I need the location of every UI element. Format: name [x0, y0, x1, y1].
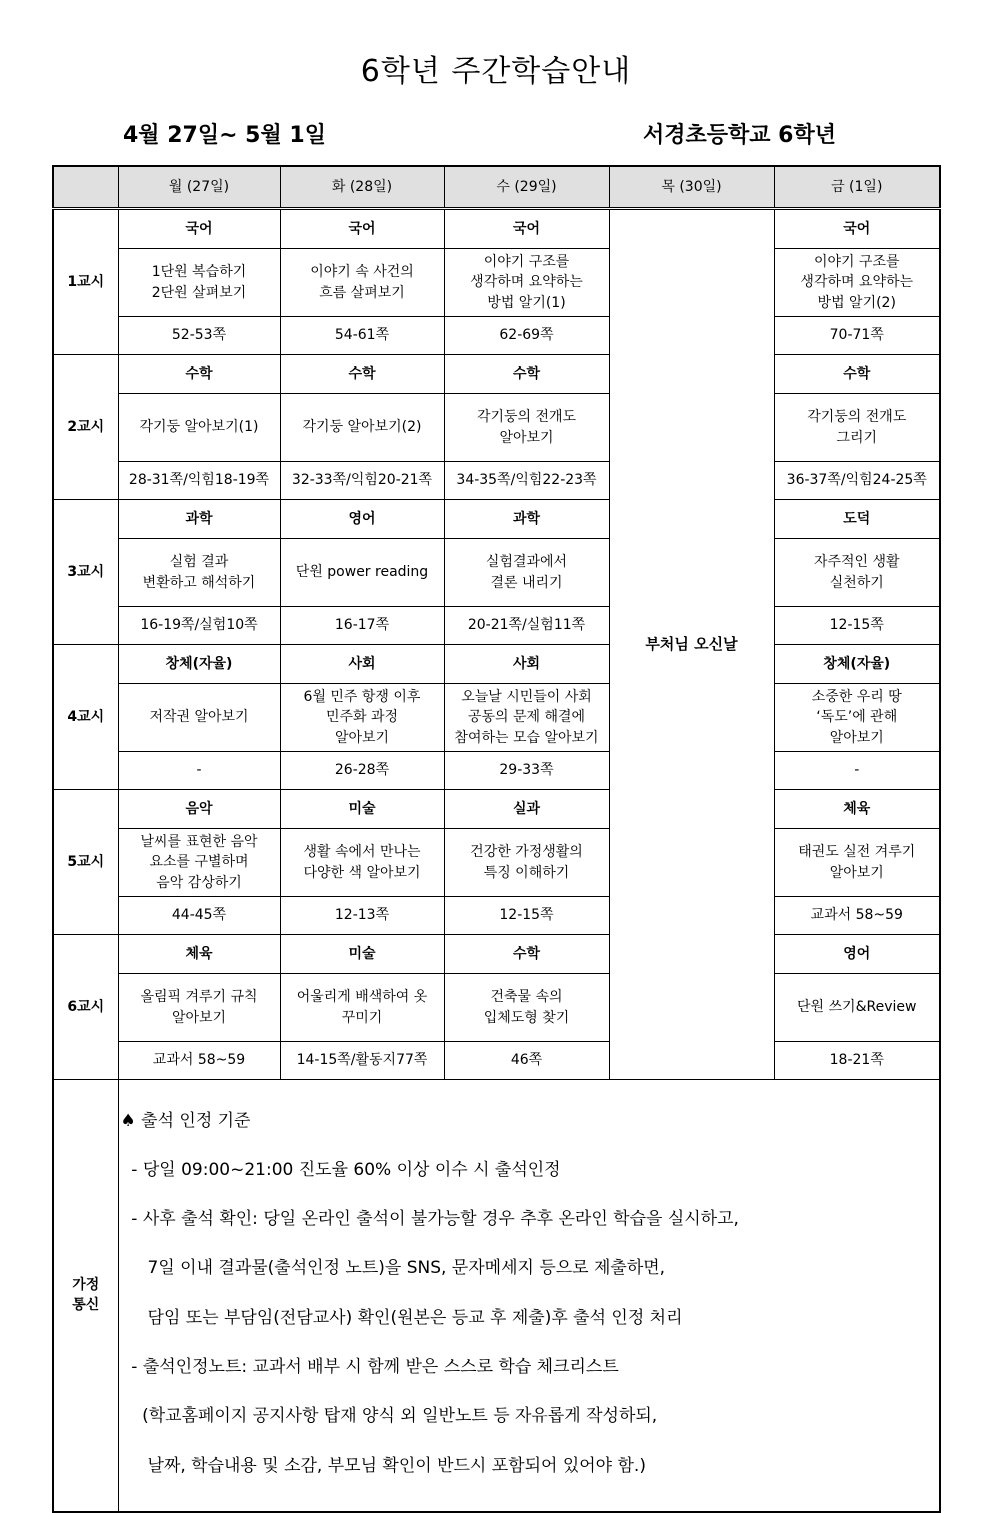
- subject-cell: 수학: [280, 355, 444, 394]
- subject-cell: 사회: [444, 645, 609, 684]
- day-header: 목 (30일): [609, 166, 774, 209]
- period-6-subj-row: [53, 935, 940, 974]
- pages-cell: 20-21쪽/실험11쪽: [444, 607, 609, 645]
- subject-cell: 과학: [118, 500, 280, 539]
- topic-cell: 생활 속에서 만나는 다양한 색 알아보기: [280, 829, 444, 897]
- period-label: 2교시: [53, 355, 118, 500]
- topic-cell: 실험 결과 변환하고 해석하기: [118, 539, 280, 607]
- subject-cell: 실과: [444, 790, 609, 829]
- period-4-page-row: [53, 752, 940, 790]
- subject-cell: 국어: [774, 209, 940, 249]
- pages-cell: 12-15쪽: [774, 607, 940, 645]
- pages-cell: 26-28쪽: [280, 752, 444, 790]
- notice-line: 7일 이내 결과물(출석인정 노트)을 SNS, 문자메세지 등으로 제출하면,: [120, 1258, 666, 1279]
- topic-cell: 태권도 실전 겨루기 알아보기: [774, 829, 940, 897]
- pages-cell: 12-15쪽: [444, 897, 609, 935]
- subject-cell: 체육: [774, 790, 940, 829]
- period-label: 5교시: [53, 790, 118, 935]
- period-3-topic-row: [53, 539, 940, 607]
- notice-line: (학교홈페이지 공지사항 탑재 양식 외 일반노트 등 자유롭게 작성하되,: [120, 1406, 658, 1427]
- subject-cell: 수학: [774, 355, 940, 394]
- subject-cell: 영어: [774, 935, 940, 974]
- day-header: 월 (27일): [118, 166, 280, 209]
- home-notice-label: 가정 통신: [53, 1080, 118, 1512]
- notice-line: 담임 또는 부담임(전담교사) 확인(원본은 등교 후 제출)후 출석 인정 처리: [120, 1307, 683, 1328]
- pages-cell: 12-13쪽: [280, 897, 444, 935]
- day-header: 금 (1일): [774, 166, 940, 209]
- subject-cell: 수학: [118, 355, 280, 394]
- subject-cell: 도덕: [774, 500, 940, 539]
- topic-cell: 건강한 가정생활의 특징 이해하기: [444, 829, 609, 897]
- date-range: 4월 27일~ 5월 1일: [123, 123, 326, 148]
- pages-cell: 16-19쪽/실험10쪽: [118, 607, 280, 645]
- subject-cell: 영어: [280, 500, 444, 539]
- pages-cell: -: [118, 752, 280, 790]
- subject-cell: 미술: [280, 935, 444, 974]
- period-1-page-row: [53, 317, 940, 355]
- topic-cell: 오늘날 시민들이 사회 공동의 문제 해결에 참여하는 모습 알아보기: [444, 684, 609, 752]
- period-4-topic-row: [53, 684, 940, 752]
- pages-cell: 교과서 58~59: [118, 1042, 280, 1080]
- topic-cell: 단원 쓰기&Review: [774, 974, 940, 1042]
- topic-cell: 6월 민주 항쟁 이후 민주화 과정 알아보기: [280, 684, 444, 752]
- topic-cell: 날씨를 표현한 음악 요소를 구별하며 음악 감상하기: [118, 829, 280, 897]
- school-name: 서경초등학교 6학년: [643, 123, 836, 148]
- topic-cell: 각기둥의 전개도 그리기: [774, 394, 940, 462]
- period-1-subj-row: [53, 209, 940, 249]
- subject-cell: 체육: [118, 935, 280, 974]
- pages-cell: 36-37쪽/익힘24-25쪽: [774, 462, 940, 500]
- topic-cell: 이야기 속 사건의 흐름 살펴보기: [280, 249, 444, 317]
- subject-cell: 창체(자율): [118, 645, 280, 684]
- topic-cell: 각기둥 알아보기(1): [118, 394, 280, 462]
- topic-cell: 각기둥 알아보기(2): [280, 394, 444, 462]
- notice-line: - 사후 출석 확인: 당일 온라인 출석이 불가능할 경우 추후 온라인 학습을 실시하고,: [120, 1209, 739, 1230]
- home-notice-row: [53, 1080, 940, 1512]
- subject-cell: 수학: [444, 935, 609, 974]
- topic-cell: 이야기 구조를 생각하며 요약하는 방법 알기(2): [774, 249, 940, 317]
- corner-cell: [53, 166, 118, 209]
- subject-cell: 국어: [280, 209, 444, 249]
- period-label: 6교시: [53, 935, 118, 1080]
- day-header-row: [53, 166, 940, 209]
- home-notice-content: [118, 1080, 940, 1512]
- topic-cell: 이야기 구조를 생각하며 요약하는 방법 알기(1): [444, 249, 609, 317]
- schedule-body: [53, 209, 940, 1080]
- topic-cell: 자주적인 생활 실천하기: [774, 539, 940, 607]
- notice-line: - 출석인정노트: 교과서 배부 시 함께 받은 스스로 학습 체크리스트: [120, 1357, 619, 1378]
- period-6-topic-row: [53, 974, 940, 1042]
- period-2-page-row: [53, 462, 940, 500]
- pages-cell: 18-21쪽: [774, 1042, 940, 1080]
- period-3-page-row: [53, 607, 940, 645]
- topic-cell: 단원 power reading: [280, 539, 444, 607]
- notice-line: ♠ 출석 인정 기준: [120, 1110, 251, 1131]
- period-1-topic-row: [53, 249, 940, 317]
- day-header: 수 (29일): [444, 166, 609, 209]
- period-2-topic-row: [53, 394, 940, 462]
- pages-cell: 46쪽: [444, 1042, 609, 1080]
- subject-cell: 국어: [118, 209, 280, 249]
- period-5-page-row: [53, 897, 940, 935]
- pages-cell: 14-15쪽/활동지77쪽: [280, 1042, 444, 1080]
- period-6-page-row: [53, 1042, 940, 1080]
- period-2-subj-row: [53, 355, 940, 394]
- period-label: 1교시: [53, 209, 118, 355]
- notice-line: - 당일 09:00~21:00 진도율 60% 이상 이수 시 출석인정: [120, 1159, 561, 1180]
- topic-cell: 소중한 우리 땅 ‘독도’에 관해 알아보기: [774, 684, 940, 752]
- pages-cell: 교과서 58~59: [774, 897, 940, 935]
- topic-cell: 어울리게 배색하여 옷 꾸미기: [280, 974, 444, 1042]
- period-5-subj-row: [53, 790, 940, 829]
- pages-cell: 70-71쪽: [774, 317, 940, 355]
- topic-cell: 각기둥의 전개도 알아보기: [444, 394, 609, 462]
- subject-cell: 국어: [444, 209, 609, 249]
- topic-cell: 저작권 알아보기: [118, 684, 280, 752]
- pages-cell: 16-17쪽: [280, 607, 444, 645]
- period-5-topic-row: [53, 829, 940, 897]
- period-3-subj-row: [53, 500, 940, 539]
- subject-cell: 과학: [444, 500, 609, 539]
- subject-cell: 음악: [118, 790, 280, 829]
- notice-line: 날짜, 학습내용 및 소감, 부모님 확인이 반드시 포함되어 있어야 함.): [120, 1455, 646, 1476]
- topic-cell: 건축물 속의 입체도형 찾기: [444, 974, 609, 1042]
- holiday-cell: 부처님 오신날: [609, 209, 774, 1080]
- pages-cell: 34-35쪽/익힘22-23쪽: [444, 462, 609, 500]
- subject-cell: 사회: [280, 645, 444, 684]
- topic-cell: 올림픽 겨루기 규칙 알아보기: [118, 974, 280, 1042]
- pages-cell: 29-33쪽: [444, 752, 609, 790]
- subject-cell: 수학: [444, 355, 609, 394]
- subject-cell: 창체(자율): [774, 645, 940, 684]
- pages-cell: -: [774, 752, 940, 790]
- topic-cell: 실험결과에서 결론 내리기: [444, 539, 609, 607]
- period-label: 4교시: [53, 645, 118, 790]
- period-label: 3교시: [53, 500, 118, 645]
- weekly-schedule-table: [52, 165, 941, 1513]
- pages-cell: 28-31쪽/익힘18-19쪽: [118, 462, 280, 500]
- topic-cell: 1단원 복습하기 2단원 살펴보기: [118, 249, 280, 317]
- pages-cell: 52-53쪽: [118, 317, 280, 355]
- pages-cell: 32-33쪽/익힘20-21쪽: [280, 462, 444, 500]
- pages-cell: 62-69쪽: [444, 317, 609, 355]
- pages-cell: 54-61쪽: [280, 317, 444, 355]
- day-header: 화 (28일): [280, 166, 444, 209]
- subject-cell: 미술: [280, 790, 444, 829]
- pages-cell: 44-45쪽: [118, 897, 280, 935]
- page-title: 6학년 주간학습안내: [360, 54, 632, 89]
- period-4-subj-row: [53, 645, 940, 684]
